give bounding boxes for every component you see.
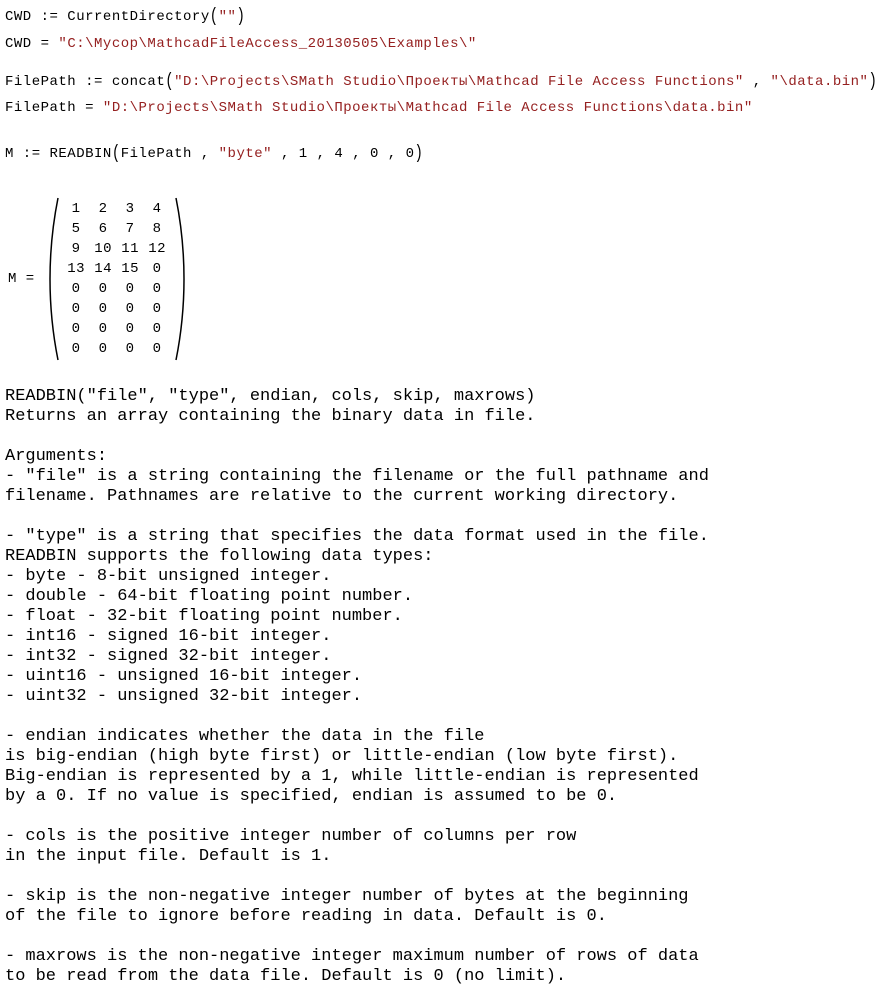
- expression-text: M := READBIN: [5, 146, 112, 162]
- matrix-row: [63, 339, 171, 359]
- matrix-cell: 8: [152, 221, 162, 237]
- math-region-cwd-definition[interactable]: [5, 5, 246, 28]
- expression-text: , 1 , 4 , 0 , 0: [272, 146, 415, 162]
- matrix-cell: 0: [152, 281, 162, 297]
- doc-line: - maxrows is the non-negative integer maximum number of rows of data: [5, 947, 699, 966]
- doc-line: READBIN("file", "type", endian, cols, skip, maxrows): [5, 387, 536, 406]
- matrix-row: [63, 259, 171, 279]
- expression-text: ,: [743, 74, 771, 90]
- matrix-cell: 0: [71, 321, 81, 337]
- math-region-readbin-call[interactable]: [5, 142, 424, 165]
- matrix-cell: 0: [125, 341, 135, 357]
- matrix-row: [63, 219, 171, 239]
- doc-line: - uint16 - unsigned 16-bit integer.: [5, 667, 363, 686]
- math-region-cwd-result[interactable]: [5, 36, 477, 52]
- matrix-row: [63, 299, 171, 319]
- doc-line: filename. Pathnames are relative to the current working directory.: [5, 487, 679, 506]
- doc-line: to be read from the data file. Default is 0 (no limit).: [5, 967, 567, 986]
- doc-line: - double - 64-bit floating point number.: [5, 587, 414, 606]
- matrix-row: [63, 199, 171, 219]
- string-literal: "D:\Projects\SMath Studio\Проекты\Mathcad File Access Functions\data.bin": [102, 100, 753, 116]
- paren: (: [165, 70, 175, 93]
- matrix-label: M =: [8, 271, 44, 287]
- matrix-row: [63, 279, 171, 299]
- matrix-cell: 6: [98, 221, 108, 237]
- doc-line: - byte - 8-bit unsigned integer.: [5, 567, 332, 586]
- matrix-cell: 0: [98, 321, 108, 337]
- matrix-cell: 0: [152, 321, 162, 337]
- doc-line: [5, 507, 709, 527]
- doc-line: - cols is the positive integer number of columns per row: [5, 827, 577, 846]
- matrix-cell: 0: [125, 321, 135, 337]
- matrix-left-paren-icon: [47, 196, 60, 362]
- doc-line: [5, 867, 709, 887]
- expression-text: FilePath =: [5, 100, 103, 116]
- matrix-cell: 0: [71, 341, 81, 357]
- matrix-cell: 0: [152, 261, 162, 277]
- doc-line: READBIN supports the following data types:: [5, 547, 434, 566]
- doc-line: [5, 427, 709, 447]
- matrix-cell: 14: [94, 261, 113, 277]
- math-region-filepath-result[interactable]: [5, 100, 753, 116]
- doc-line: - float - 32-bit floating point number.: [5, 607, 403, 626]
- matrix-cell: 1: [71, 201, 81, 217]
- matrix-cell: 9: [71, 241, 81, 257]
- expression-text: CWD =: [5, 36, 59, 52]
- doc-line: - "type" is a string that specifies the data format used in the file.: [5, 527, 709, 546]
- doc-line: Arguments:: [5, 447, 108, 466]
- doc-line: - int32 - signed 32-bit integer.: [5, 647, 332, 666]
- paren: ): [414, 142, 424, 165]
- doc-line: - skip is the non-negative integer number of bytes at the beginning: [5, 887, 689, 906]
- matrix-cell: 12: [148, 241, 167, 257]
- paren: (: [111, 142, 121, 165]
- doc-line: is big-endian (high byte first) or little-endian (low byte first).: [5, 747, 679, 766]
- matrix-cell: 0: [152, 341, 162, 357]
- matrix-cell: 15: [121, 261, 140, 277]
- doc-line: - endian indicates whether the data in the file: [5, 727, 485, 746]
- doc-line: in the input file. Default is 1.: [5, 847, 332, 866]
- doc-line: by a 0. If no value is specified, endian is assumed to be 0.: [5, 787, 618, 806]
- doc-line: - uint32 - unsigned 32-bit integer.: [5, 687, 363, 706]
- string-literal: "\data.bin": [770, 74, 869, 90]
- paren: ): [236, 5, 246, 28]
- string-literal: "byte": [218, 146, 273, 162]
- paren: (: [209, 5, 219, 28]
- string-literal: "": [218, 9, 237, 25]
- string-literal: "D:\Projects\SMath Studio\Проекты\Mathcad File Access Functions": [174, 74, 744, 90]
- doc-line: [5, 927, 709, 947]
- matrix-row: [63, 239, 171, 259]
- paren: ): [868, 70, 878, 93]
- doc-line: of the file to ignore before reading in data. Default is 0.: [5, 907, 607, 926]
- matrix-cell: 13: [67, 261, 86, 277]
- matrix-cell: 0: [125, 301, 135, 317]
- matrix-row: [63, 319, 171, 339]
- matrix-cell: 10: [94, 241, 113, 257]
- matrix-cell: 0: [98, 281, 108, 297]
- matrix-grid: [60, 199, 174, 359]
- expression-text: FilePath := concat: [5, 74, 166, 90]
- expression-text: FilePath ,: [120, 146, 219, 162]
- math-region-filepath-definition[interactable]: [5, 70, 878, 93]
- doc-line: Returns an array containing the binary data in file.: [5, 407, 536, 426]
- doc-text-region[interactable]: [5, 387, 709, 987]
- doc-line: [5, 807, 709, 827]
- matrix-cell: 0: [125, 281, 135, 297]
- matrix-cell: 0: [98, 301, 108, 317]
- doc-line: Big-endian is represented by a 1, while little-endian is represented: [5, 767, 699, 786]
- matrix-cell: 4: [152, 201, 162, 217]
- doc-line: - "file" is a string containing the filename or the full pathname and: [5, 467, 709, 486]
- matrix-cell: 7: [125, 221, 135, 237]
- matrix-cell: 3: [125, 201, 135, 217]
- matrix-right-paren-icon: [174, 196, 187, 362]
- matrix-cell: 0: [71, 281, 81, 297]
- expression-text: CWD := CurrentDirectory: [5, 9, 210, 25]
- string-literal: "C:\Mycop\MathcadFileAccess_20130505\Examples\": [58, 36, 477, 52]
- matrix-cell: 0: [152, 301, 162, 317]
- doc-line: [5, 707, 709, 727]
- matrix-cell: 0: [71, 301, 81, 317]
- matrix-cell: 11: [121, 241, 140, 257]
- doc-line: - int16 - signed 16-bit integer.: [5, 627, 332, 646]
- matrix-result-region[interactable]: [8, 196, 187, 362]
- matrix-cell: 0: [98, 341, 108, 357]
- matrix-cell: 2: [98, 201, 108, 217]
- matrix-cell: 5: [71, 221, 81, 237]
